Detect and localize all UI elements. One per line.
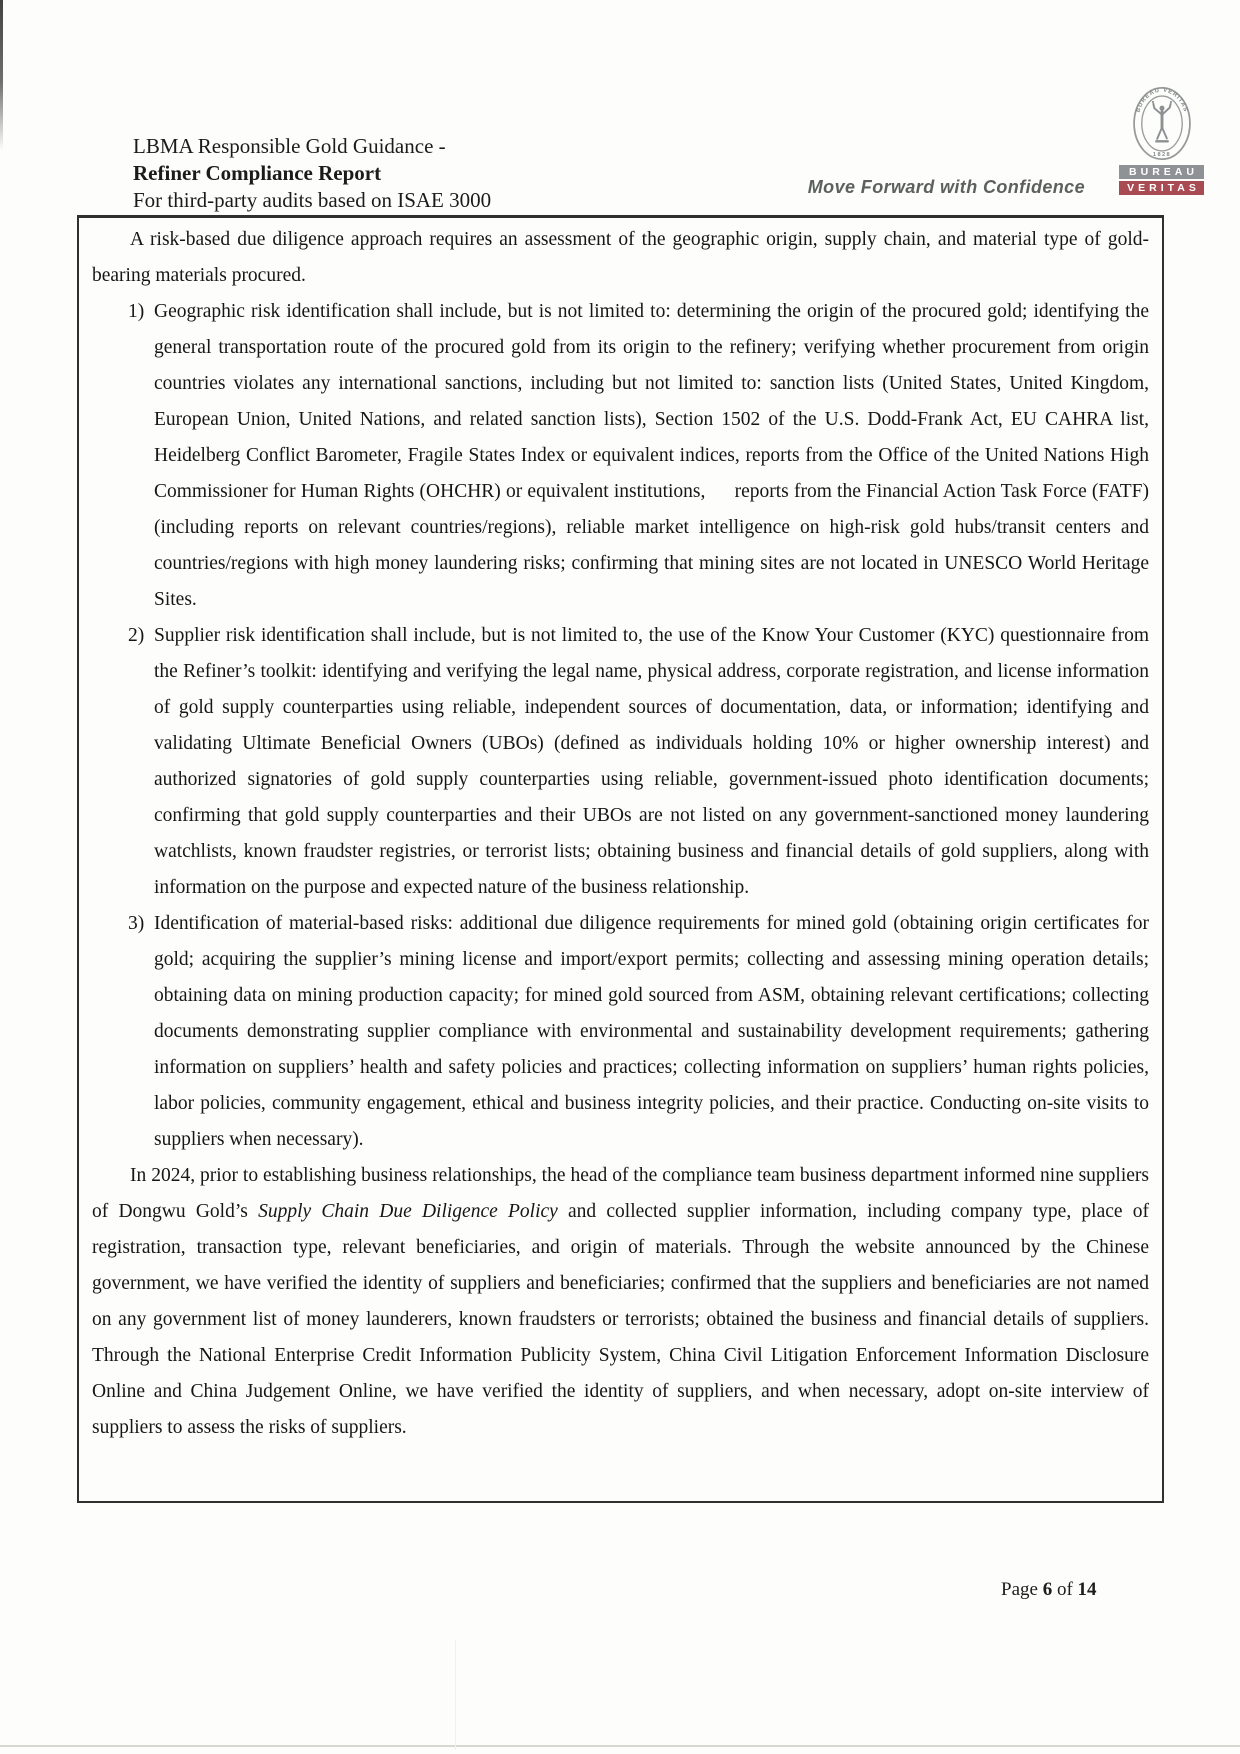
bureau-veritas-logo bbox=[1119, 85, 1204, 195]
content-box bbox=[77, 215, 1164, 1503]
list-item bbox=[92, 906, 1149, 1158]
doc-title-line3: For third-party audits based on ISAE 3000 bbox=[133, 188, 492, 212]
paragraph bbox=[92, 222, 1149, 294]
emblem-arc-text: BUREAU VERITAS bbox=[1135, 87, 1188, 114]
logo-bar-bureau: BUREAU bbox=[1119, 165, 1204, 179]
page-label: Page bbox=[1001, 1579, 1038, 1600]
list-item bbox=[92, 294, 1149, 618]
doc-title-line1: LBMA Responsible Gold Guidance - bbox=[133, 134, 446, 158]
scan-artifact-left-edge bbox=[0, 0, 3, 150]
list-number: 3) bbox=[128, 913, 145, 934]
list-number: 1) bbox=[128, 301, 145, 322]
text-segment: Supplier risk identification shall include, but is not limited to, the use of the Know Your Customer (KYC) questionnaire from the Refiner’s toolkit: identifying and verifying the legal name, physical address, corporate registration, and license information of gold supply counterparties using reliable, independent sources of documentation, data, or information; identifying and validating Ultimate Beneficial Owners (UBOs) (defined as individuals holding 10% or higher ownership interest) and authorized signatories of gold supply counterparties using reliable, government-issued photo identification documents; confirming that gold supply counterparties and their UBOs are not listed on any government-sanctioned money laundering watchlists, known fraudster registries, or terrorist lists; obtaining business and financial details of gold suppliers, along with information on the purpose and expected nature of the business relationship. bbox=[154, 625, 1149, 898]
page-footer bbox=[1001, 1579, 1097, 1601]
text-segment: Geographic risk identification shall include, but is not limited to: determining the origin of the procured gold; identifying the general transportation route of the procured gold from its origin to the refinery; verifying whether procurement from origin countries violates any international sanctions, including but not limited to: sanction lists (United States, United Kingdom, European Union, United Nations, and related sanction lists), Section 1502 of the U.S. Dodd-Frank Act, EU CAHRA list, Heidelberg Conflict Barometer, Fragile States Index or equivalent indices, reports from the Office of the United Nations High Commissioner for Human Rights (OHCHR) or equivalent institutions, reports from the Financial Action Task Force (FATF) (including reports on relevant countries/regions), reliable market intelligence on high-risk gold hubs/transit centers and countries/regions with high money laundering risks; confirming that mining sites are not located in UNESCO World Heritage Sites. bbox=[154, 301, 1149, 610]
text-segment: Identification of material-based risks: additional due diligence requirements for mined gold (obtaining origin certificates for gold; acquiring the supplier’s mining license and import/export permits; collecting and assessing mining operation details; obtaining data on mining production capacity; for mined gold sourced from ASM, obtaining relevant certifications; collecting documents demonstrating supplier compliance with environmental and sustainability development requirements; gathering information on suppliers’ health and safety policies and practices; collecting information on suppliers’ human rights policies, labor policies, community engagement, ethical and business integrity policies, and their practice. Conducting on-site visits to suppliers when necessary). bbox=[154, 913, 1149, 1150]
brand-tagline: Move Forward with Confidence bbox=[807, 177, 1085, 197]
page-total: 14 bbox=[1077, 1579, 1097, 1600]
text-segment: and collected supplier information, including company type, place of registration, transaction type, relevant beneficiaries, and origin of materials. Through the website announced by the Chinese government, we have verified the identity of suppliers and beneficiaries; confirmed that the suppliers and beneficiaries are not named on any government list of money launderers, known fraudsters or terrorists; obtained the business and financial details of suppliers. Through the National Enterprise Credit Information Publicity System, China Civil Litigation Enforcement Information Disclosure Online and China Judgement Online, we have verified the identity of suppliers, and when necessary, adopt on-site interview of suppliers to assess the risks of suppliers. bbox=[92, 1201, 1150, 1438]
bureau-veritas-emblem-icon bbox=[1131, 85, 1193, 162]
italic-text: Supply Chain Due Diligence Policy bbox=[258, 1201, 558, 1222]
doc-title-line2: Refiner Compliance Report bbox=[133, 161, 382, 185]
of-label: of bbox=[1056, 1579, 1073, 1600]
title-block bbox=[133, 133, 491, 214]
text-segment: A risk-based due diligence approach requires an assessment of the geographic origin, supply chain, and material type of gold-bearing materials procured. bbox=[92, 229, 1149, 286]
scan-artifact-bottom-edge bbox=[0, 1745, 1240, 1747]
text-segment: In 2024, prior to establishing business relationships, the head of the compliance team business department informed nine suppliers of Dongwu Gold’s bbox=[92, 1165, 1149, 1222]
list-item bbox=[92, 618, 1149, 906]
scan-artifact-crease bbox=[455, 1640, 456, 1750]
emblem-year: 1828 bbox=[1152, 152, 1171, 159]
page-number: 6 bbox=[1042, 1579, 1053, 1600]
logo-bar-veritas: VERITAS bbox=[1119, 181, 1204, 195]
paragraph bbox=[92, 1158, 1149, 1446]
emblem-figure bbox=[1151, 101, 1171, 141]
list-number: 2) bbox=[128, 625, 145, 646]
